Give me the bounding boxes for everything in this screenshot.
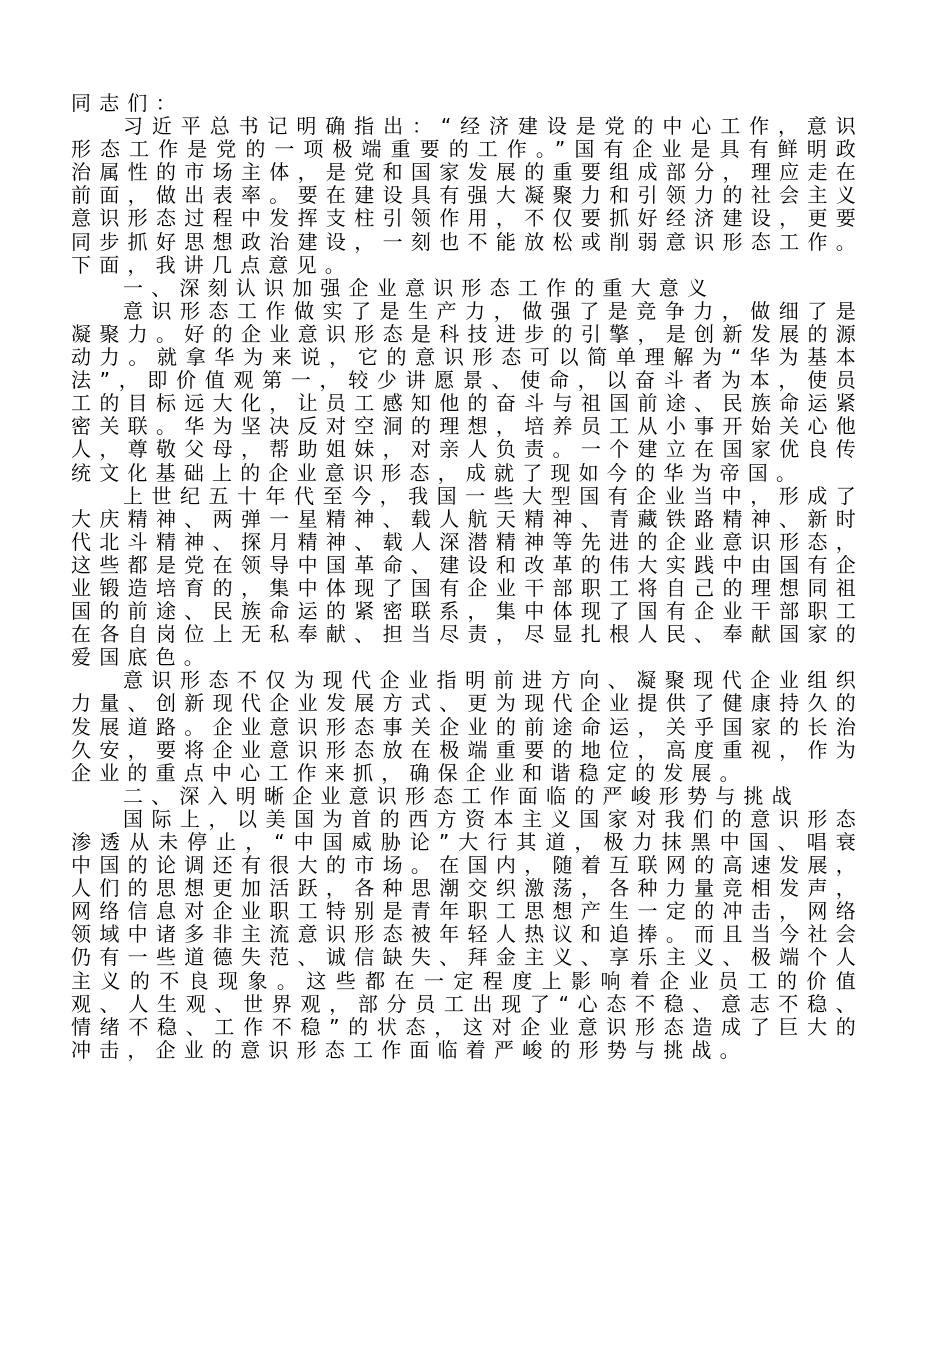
section-1-paragraph-2: 上世纪五十年代至今，我国一些大型国有企业当中，形成了大庆精神、两弹一星精神、载人航天精神、青藏铁路精神、新时代北斗精神、探月精神、载人深潜精神等先进的企业意识形态，这些都是党在领导中国革命、建设和改革的伟大实践中由国有企业锻造培育的，集中体现了国有企业干部职工将自己的理想同祖国的前途、民族命运的紧密联系，集中体现了国有企业干部职工在各自岗位上无私奉献、担当尽责，尽显扎根人民、奉献国家的爱国底色。 — [71, 483, 864, 670]
section-2-paragraph-1: 国际上，以美国为首的西方资本主义国家对我们的意识形态渗透从未停止，“中国威胁论”大行其道，极力抹黑中国、唱衰中国的论调还有很大的市场。在国内，随着互联网的高速发展，人们的思想更加活跃，各种思潮交织激荡，各种力量竞相发声，网络信息对企业职工特别是青年职工思想产生一定的冲击，网络领域中诸多非主流意识形态被年轻人热议和追捧。而且当今社会仍有一些道德失范、诚信缺失、拜金主义、享乐主义、极端个人主义的不良现象。这些都在一定程度上影响着企业员工的价值观、人生观、世界观，部分员工出现了“心态不稳、意志不稳、情绪不稳、工作不稳”的状态，这对企业意识形态造成了巨大的冲击，企业的意识形态工作面临着严峻的形势与挑战。 — [71, 806, 864, 1062]
section-2-heading: 二、深入明晰企业意识形态工作面临的严峻形势与挑战 — [123, 783, 800, 808]
section-1-heading: 一、深刻认识加强企业意识形态工作的重大意义 — [123, 275, 716, 300]
intro-paragraph: 习近平总书记明确指出：“经济建设是党的中心工作，意识形态工作是党的一项极端重要的工作。”国有企业是具有鲜明政治属性的市场主体，是党和国家发展的重要组成部分，理应走在前面，做出表率。要在建设具有强大凝聚力和引领力的社会主义意识形态过程中发挥支柱引领作用，不仅要抓好经济建设，更要同步抓好思想政治建设，一刻也不能放松或削弱意识形态工作。下面，我讲几点意见。 — [71, 114, 864, 277]
section-1-paragraph-1: 意识形态工作做实了是生产力，做强了是竞争力，做细了是凝聚力。好的企业意识形态是科技进步的引擎，是创新发展的源动力。就拿华为来说，它的意识形态可以简单理解为“华为基本法”，即价值观第一，较少讲愿景、使命，以奋斗者为本，使员工的目标远大化，让员工感知他的奋斗与祖国前途、民族命运紧密关联。华为坚决反对空洞的理想，培养员工从小事开始关心他人，尊敬父母，帮助姐妹，对亲人负责。一个建立在国家优良传统文化基础上的企业意识形态，成就了现如今的华为帝国。 — [71, 298, 864, 485]
section-1-paragraph-3: 意识形态不仅为现代企业指明前进方向、凝聚现代企业组织力量、创新现代企业发展方式、更为现代企业提供了健康持久的发展道路。企业意识形态事关企业的前途命运，关乎国家的长治久安，要将企业意识形态放在极端重要的地位，高度重视，作为企业的重点中心工作来抓，确保企业和谐稳定的发展。 — [71, 668, 864, 785]
salutation: 同志们： — [71, 91, 184, 115]
